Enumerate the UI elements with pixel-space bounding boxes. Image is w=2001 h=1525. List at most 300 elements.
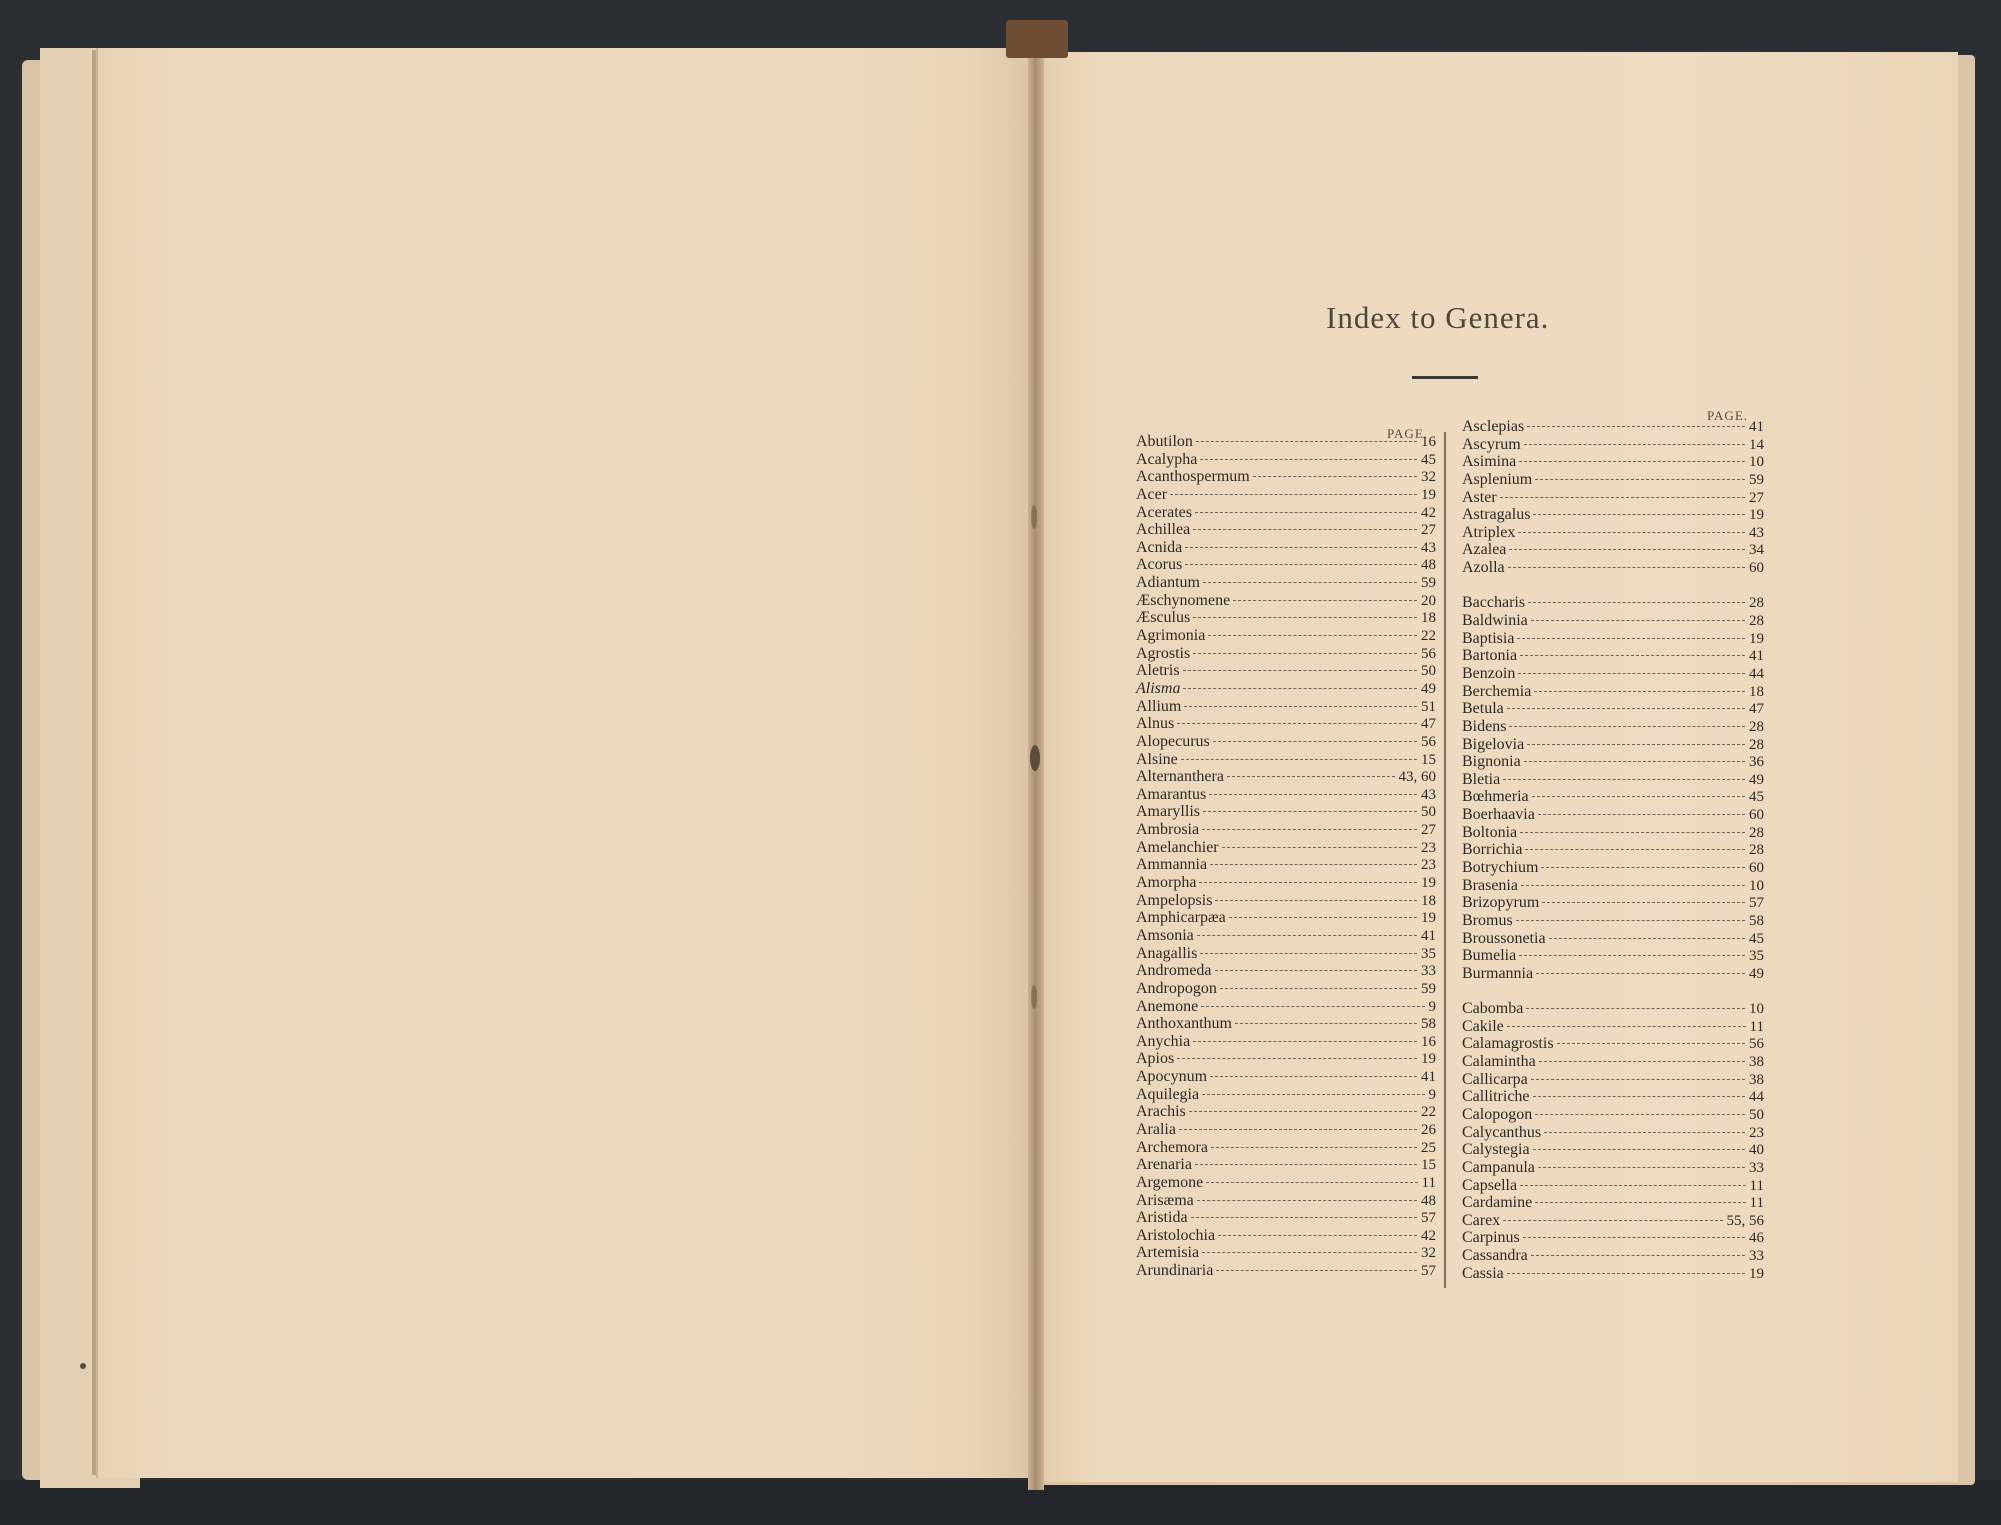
- index-entry: [1462, 859, 1764, 877]
- binding-thread: [1031, 985, 1037, 1009]
- genus-name: Bidens: [1462, 717, 1507, 735]
- genus-name: Amorpha: [1136, 874, 1197, 892]
- genus-name: Asclepias: [1462, 418, 1525, 435]
- genus-name: Baptisia: [1462, 629, 1515, 647]
- index-entry: [1136, 521, 1436, 539]
- dot-leader: [1509, 726, 1745, 727]
- index-entry: [1462, 824, 1764, 842]
- column-divider: [1444, 432, 1446, 1288]
- genus-name: Aquilegia: [1136, 1085, 1200, 1103]
- dot-leader: [1170, 494, 1417, 495]
- dot-leader: [1201, 1006, 1424, 1007]
- index-entry: [1462, 771, 1764, 789]
- genus-name: Abutilon: [1136, 433, 1193, 450]
- index-entry: [1136, 1015, 1436, 1033]
- index-entry: [1136, 592, 1436, 610]
- page-number: 32: [1421, 1245, 1436, 1262]
- index-entry: [1136, 680, 1436, 698]
- dot-leader: [1520, 1185, 1745, 1186]
- dot-leader: [1533, 1096, 1745, 1097]
- scanner-background: [0, 1480, 2001, 1525]
- genus-name: Calamintha: [1462, 1053, 1536, 1071]
- genus-name: Arenaria: [1136, 1156, 1192, 1174]
- genus-name: Acanthospermum: [1136, 468, 1250, 486]
- index-entry: [1136, 1068, 1436, 1086]
- dot-leader: [1210, 1076, 1417, 1077]
- genus-name: Aletris: [1136, 662, 1180, 680]
- page-number: 59: [1421, 980, 1436, 997]
- dot-leader: [1197, 1200, 1417, 1201]
- page-number: 9: [1428, 1086, 1436, 1103]
- genus-name: Asplenium: [1462, 470, 1533, 488]
- genus-name: Callitriche: [1462, 1088, 1530, 1106]
- dot-leader: [1517, 638, 1745, 639]
- index-entry: [1136, 839, 1436, 857]
- dot-leader: [1524, 761, 1745, 762]
- genus-name: Calopogon: [1462, 1105, 1533, 1123]
- index-entry: [1462, 947, 1764, 965]
- dot-leader: [1177, 723, 1417, 724]
- index-entry: [1136, 786, 1436, 804]
- index-entry: [1136, 504, 1436, 522]
- genus-name: Anemone: [1136, 997, 1199, 1015]
- genus-name: Calystegia: [1462, 1141, 1530, 1159]
- genus-name: Ascyrum: [1462, 435, 1521, 453]
- dot-leader: [1541, 867, 1745, 868]
- page-number: 48: [1421, 557, 1436, 574]
- genus-name: Acalypha: [1136, 450, 1198, 468]
- dot-leader: [1531, 620, 1745, 621]
- section-gap: [1462, 577, 1764, 595]
- dot-leader: [1209, 794, 1417, 795]
- page-number: 9: [1428, 998, 1436, 1015]
- dot-leader: [1195, 1164, 1417, 1165]
- index-entry: [1462, 418, 1764, 436]
- index-entry: [1136, 662, 1436, 680]
- genus-name: Acer: [1136, 485, 1168, 503]
- index-entry: [1136, 698, 1436, 716]
- index-entry: [1136, 433, 1436, 451]
- page-number: 22: [1421, 628, 1436, 645]
- dot-leader: [1193, 653, 1417, 654]
- dot-leader: [1220, 988, 1417, 989]
- ink-speck: [80, 1363, 86, 1369]
- dot-leader: [1535, 1114, 1745, 1115]
- dot-leader: [1532, 796, 1745, 797]
- dot-leader: [1533, 1149, 1745, 1150]
- genus-name: Bromus: [1462, 911, 1513, 929]
- index-entry: [1136, 627, 1436, 645]
- dot-leader: [1196, 441, 1417, 442]
- index-entry: [1462, 1247, 1764, 1265]
- page-number: 59: [1421, 575, 1436, 592]
- dot-leader: [1503, 779, 1745, 780]
- dot-leader: [1199, 882, 1417, 883]
- genus-name: Artemisia: [1136, 1244, 1200, 1262]
- dot-leader: [1185, 547, 1417, 548]
- index-entry: [1136, 1033, 1436, 1051]
- page-number: 33: [1421, 963, 1436, 980]
- dot-leader: [1183, 670, 1417, 671]
- genus-name: Carex: [1462, 1211, 1501, 1229]
- page-number: 23: [1749, 1124, 1764, 1141]
- index-entry: [1136, 1192, 1436, 1210]
- genus-name: Bignonia: [1462, 753, 1521, 771]
- genus-name: Astragalus: [1462, 506, 1531, 524]
- page-number: 45: [1749, 930, 1764, 947]
- genus-name: Apios: [1136, 1050, 1175, 1068]
- index-entry: [1462, 453, 1764, 471]
- genus-name: Bletia: [1462, 770, 1501, 788]
- genus-name: Bartonia: [1462, 647, 1518, 665]
- index-entry: [1462, 1000, 1764, 1018]
- dot-leader: [1519, 955, 1745, 956]
- page-number: 22: [1421, 1104, 1436, 1121]
- page-number: 19: [1421, 910, 1436, 927]
- dot-leader: [1538, 1167, 1745, 1168]
- dot-leader: [1200, 953, 1417, 954]
- genus-name: Boerhaavia: [1462, 806, 1535, 824]
- genus-name: Amaryllis: [1136, 803, 1200, 821]
- binding-thread: [1030, 745, 1040, 771]
- index-entry: [1462, 436, 1764, 454]
- genus-name: Arachis: [1136, 1103, 1186, 1121]
- dot-leader: [1527, 426, 1745, 427]
- dot-leader: [1184, 706, 1417, 707]
- genus-name: Æsculus: [1136, 609, 1191, 627]
- page-number: 41: [1749, 419, 1764, 435]
- index-entry: [1462, 594, 1764, 612]
- dot-leader: [1202, 1094, 1424, 1095]
- binding-thread: [1031, 505, 1037, 529]
- page-number: 27: [1421, 822, 1436, 839]
- index-entry: [1462, 1018, 1764, 1036]
- index-entry: [1136, 803, 1436, 821]
- page-number: 18: [1421, 892, 1436, 909]
- page-number: 18: [1421, 610, 1436, 627]
- index-entry: [1462, 1194, 1764, 1212]
- dot-leader: [1539, 1061, 1745, 1062]
- page-number: 38: [1749, 1054, 1764, 1071]
- index-entry: [1462, 1071, 1764, 1089]
- page-number: 43, 60: [1398, 769, 1436, 786]
- index-entry: [1462, 1265, 1764, 1283]
- dot-leader: [1520, 655, 1745, 656]
- index-entry: [1462, 471, 1764, 489]
- index-entry: [1462, 912, 1764, 930]
- index-entry: [1462, 1106, 1764, 1124]
- index-entry: [1136, 539, 1436, 557]
- page-number: 60: [1749, 807, 1764, 824]
- page-number: 11: [1749, 1195, 1764, 1212]
- index-entry: [1136, 451, 1436, 469]
- genus-name: Bumelia: [1462, 947, 1517, 965]
- dot-leader: [1557, 1043, 1745, 1044]
- page-number: 27: [1421, 522, 1436, 539]
- dot-leader: [1518, 673, 1745, 674]
- genus-name: Æschynomene: [1136, 591, 1231, 609]
- dot-leader: [1527, 744, 1745, 745]
- page-number: 19: [1421, 1051, 1436, 1068]
- page-number: 55, 56: [1726, 1212, 1764, 1229]
- index-entry: [1462, 1035, 1764, 1053]
- index-entry: [1462, 1088, 1764, 1106]
- dot-leader: [1191, 1217, 1417, 1218]
- index-entry: [1462, 647, 1764, 665]
- index-entry: [1136, 821, 1436, 839]
- index-entry: [1462, 1177, 1764, 1195]
- dot-leader: [1203, 582, 1417, 583]
- genus-name: Adiantum: [1136, 574, 1200, 592]
- page-number: 25: [1421, 1139, 1436, 1156]
- index-entry: [1136, 1209, 1436, 1227]
- page-number: 56: [1421, 733, 1436, 750]
- page-number: 44: [1749, 665, 1764, 682]
- page-number: 46: [1749, 1230, 1764, 1247]
- index-entry: [1136, 874, 1436, 892]
- index-entry: [1136, 1244, 1436, 1262]
- index-entry: [1136, 486, 1436, 504]
- page-number: 57: [1749, 895, 1764, 912]
- page-number: 49: [1749, 771, 1764, 788]
- page-number: 32: [1421, 469, 1436, 486]
- genus-name: Amsonia: [1136, 926, 1194, 944]
- index-entry: [1136, 909, 1436, 927]
- genus-name: Cardamine: [1462, 1194, 1533, 1212]
- genus-name: Brizopyrum: [1462, 894, 1540, 912]
- genus-name: Capsella: [1462, 1176, 1518, 1194]
- page-number: 48: [1421, 1192, 1436, 1209]
- dot-leader: [1208, 635, 1417, 636]
- genus-name: Burmannia: [1462, 964, 1534, 982]
- page-number: 10: [1749, 454, 1764, 471]
- dot-leader: [1202, 1252, 1417, 1253]
- dot-leader: [1227, 776, 1395, 777]
- genus-name: Borrichia: [1462, 841, 1523, 859]
- page-number: 43: [1749, 524, 1764, 541]
- index-entry: [1462, 524, 1764, 542]
- dot-leader: [1185, 564, 1417, 565]
- dot-leader: [1503, 1220, 1722, 1221]
- page-number: 51: [1421, 698, 1436, 715]
- dot-leader: [1189, 1111, 1417, 1112]
- dot-leader: [1202, 829, 1417, 830]
- dot-leader: [1536, 973, 1745, 974]
- index-entry: [1136, 645, 1436, 663]
- index-entry: [1462, 930, 1764, 948]
- page-number: 57: [1421, 1210, 1436, 1227]
- page-number: 58: [1421, 1016, 1436, 1033]
- dot-leader: [1216, 1270, 1417, 1271]
- genus-name: Alsine: [1136, 750, 1178, 768]
- index-entry: [1136, 1086, 1436, 1104]
- page-number: 26: [1421, 1121, 1436, 1138]
- genus-name: Baldwinia: [1462, 612, 1528, 630]
- genus-name: Andromeda: [1136, 962, 1212, 980]
- genus-name: Agrimonia: [1136, 627, 1206, 645]
- genus-name: Bœhmeria: [1462, 788, 1529, 806]
- page-number: 36: [1749, 754, 1764, 771]
- genus-name: Anagallis: [1136, 944, 1198, 962]
- page-column-header-left: PAGE.: [1387, 426, 1429, 441]
- index-entry: [1462, 1124, 1764, 1142]
- page-column-header-right: PAGE.: [1707, 408, 1749, 423]
- genus-name: Cabomba: [1462, 1000, 1524, 1018]
- page-number: 59: [1749, 471, 1764, 488]
- index-entry: [1462, 1141, 1764, 1159]
- dot-leader: [1520, 832, 1745, 833]
- index-entry: [1462, 683, 1764, 701]
- genus-name: Acnida: [1136, 538, 1183, 556]
- genus-name: Amelanchier: [1136, 838, 1219, 856]
- genus-name: Allium: [1136, 697, 1182, 715]
- index-entry: [1136, 715, 1436, 733]
- dot-leader: [1519, 461, 1745, 462]
- left-page-blank: [98, 48, 1033, 1478]
- index-entry: [1462, 630, 1764, 648]
- page-number: 28: [1749, 613, 1764, 630]
- page-number: 56: [1749, 1036, 1764, 1053]
- page-number: 20: [1421, 592, 1436, 609]
- page-number: 28: [1749, 824, 1764, 841]
- title-rule: [1412, 376, 1478, 379]
- genus-name: Campanula: [1462, 1158, 1535, 1176]
- index-entry: [1136, 927, 1436, 945]
- page-number: 45: [1749, 789, 1764, 806]
- index-entry: [1136, 1139, 1436, 1157]
- index-entry: [1462, 612, 1764, 630]
- page-number: 19: [1749, 507, 1764, 524]
- dot-leader: [1525, 849, 1745, 850]
- binding-tab: [1006, 20, 1068, 58]
- page-number: 19: [1421, 486, 1436, 503]
- dot-leader: [1253, 476, 1417, 477]
- genus-name: Archemora: [1136, 1138, 1208, 1156]
- page-number: 40: [1749, 1142, 1764, 1159]
- index-entry: [1462, 506, 1764, 524]
- index-entry: [1462, 1229, 1764, 1247]
- dot-leader: [1195, 512, 1417, 513]
- dot-leader: [1524, 444, 1745, 445]
- page-number: 33: [1749, 1159, 1764, 1176]
- dot-leader: [1181, 759, 1417, 760]
- page-number: 47: [1749, 701, 1764, 718]
- page-number: 60: [1749, 560, 1764, 577]
- genus-name: Azolla: [1462, 559, 1505, 577]
- dot-leader: [1508, 567, 1745, 568]
- index-entry: [1136, 768, 1436, 786]
- genus-name: Berchemia: [1462, 682, 1532, 700]
- page-number: 43: [1421, 539, 1436, 556]
- dot-leader: [1215, 970, 1417, 971]
- index-column-left: [1136, 433, 1436, 1280]
- genus-name: Amphicarpæa: [1136, 909, 1226, 927]
- page-number: 41: [1421, 1069, 1436, 1086]
- genus-name: Carpinus: [1462, 1229, 1520, 1247]
- page-title: Index to Genera.: [1326, 300, 1550, 335]
- dot-leader: [1218, 1235, 1417, 1236]
- dot-leader: [1549, 938, 1745, 939]
- page-number: 11: [1749, 1018, 1764, 1035]
- page-number: 19: [1749, 630, 1764, 647]
- index-entry: [1136, 1227, 1436, 1245]
- index-entry: [1136, 1050, 1436, 1068]
- page-number: 50: [1421, 663, 1436, 680]
- page-number: 49: [1421, 680, 1436, 697]
- index-entry: [1136, 1174, 1436, 1192]
- page-number: 50: [1749, 1106, 1764, 1123]
- page-number: 43: [1421, 786, 1436, 803]
- dot-leader: [1509, 549, 1745, 550]
- genus-name: Alopecurus: [1136, 732, 1210, 750]
- index-entry: [1136, 998, 1436, 1016]
- page-number: 10: [1749, 877, 1764, 894]
- index-entry: [1462, 841, 1764, 859]
- genus-name: Acerates: [1136, 503, 1192, 521]
- index-entry: [1462, 965, 1764, 983]
- genus-name: Broussonetia: [1462, 929, 1546, 947]
- page-number: 33: [1749, 1248, 1764, 1265]
- page-number: 56: [1421, 645, 1436, 662]
- dot-leader: [1179, 1129, 1417, 1130]
- page-number: 11: [1749, 1177, 1764, 1194]
- index-entry: [1136, 733, 1436, 751]
- index-entry: [1136, 1121, 1436, 1139]
- dot-leader: [1210, 864, 1417, 865]
- genus-name: Ambrosia: [1136, 821, 1200, 839]
- index-entry: [1136, 1156, 1436, 1174]
- genus-name: Calamagrostis: [1462, 1035, 1554, 1053]
- page-number: 27: [1749, 489, 1764, 506]
- index-entry: [1462, 559, 1764, 577]
- page-number: 16: [1421, 1033, 1436, 1050]
- page-number: 47: [1421, 716, 1436, 733]
- index-entry: [1462, 753, 1764, 771]
- dot-leader: [1531, 1079, 1745, 1080]
- page-number: 28: [1749, 595, 1764, 612]
- page-number: 15: [1421, 751, 1436, 768]
- genus-name: Aralia: [1136, 1120, 1176, 1138]
- index-entry: [1462, 489, 1764, 507]
- genus-name: Agrostis: [1136, 644, 1191, 662]
- index-entry: [1462, 806, 1764, 824]
- dot-leader: [1521, 885, 1745, 886]
- page-number: 57: [1421, 1263, 1436, 1280]
- index-entry: [1136, 892, 1436, 910]
- dot-leader: [1535, 479, 1745, 480]
- index-entry: [1462, 1159, 1764, 1177]
- index-entry: [1462, 665, 1764, 683]
- genus-name: Baccharis: [1462, 594, 1526, 612]
- page-number: 38: [1749, 1071, 1764, 1088]
- index-entry: [1462, 894, 1764, 912]
- genus-name: Cakile: [1462, 1017, 1504, 1035]
- genus-name: Azalea: [1462, 541, 1507, 559]
- dot-leader: [1523, 1237, 1745, 1238]
- index-entry: [1136, 856, 1436, 874]
- dot-leader: [1526, 1008, 1745, 1009]
- index-column-right: [1462, 418, 1764, 1282]
- dot-leader: [1507, 1026, 1746, 1027]
- genus-name: Calycanthus: [1462, 1123, 1542, 1141]
- dot-leader: [1183, 688, 1417, 689]
- page-number: 15: [1421, 1157, 1436, 1174]
- dot-leader: [1215, 900, 1417, 901]
- index-entry: [1136, 574, 1436, 592]
- page-number: 19: [1421, 875, 1436, 892]
- dot-leader: [1193, 529, 1417, 530]
- page-number: 28: [1749, 842, 1764, 859]
